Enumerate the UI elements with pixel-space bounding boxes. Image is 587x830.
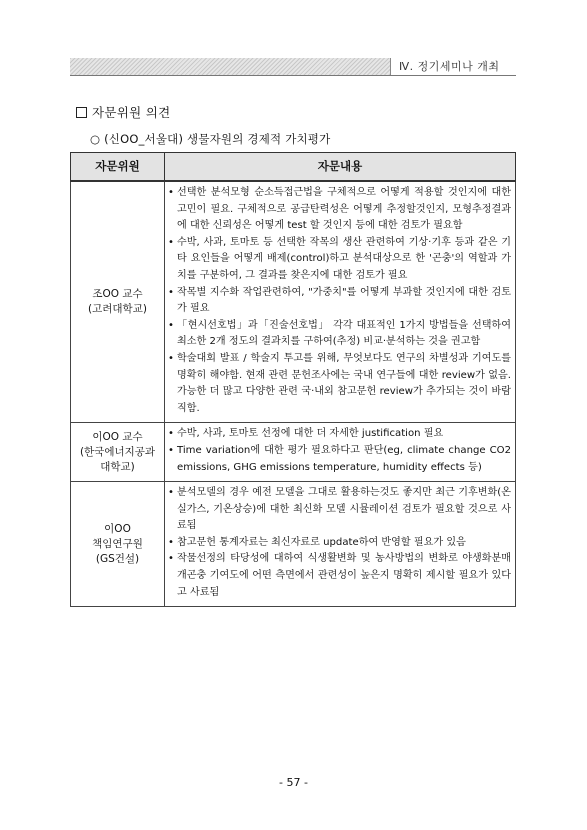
chapter-header-band — [70, 58, 516, 75]
list-item: • 작목별 지수화 작업관련하여, "가중치"를 어떻게 부과할 것인지에 대한 검토가 필요 — [168, 285, 511, 318]
header-rule — [70, 75, 516, 76]
table-header-row — [71, 153, 516, 182]
table-row — [71, 181, 516, 423]
advisor-affiliation: (고려대학교) — [88, 303, 147, 316]
advisor-affiliation: (GS건설) — [95, 552, 140, 565]
list-item: • 참고문헌 통계자료는 최신자료로 update하여 반영할 필요가 있음 — [168, 535, 511, 552]
advisor-cell — [71, 181, 165, 423]
advisor-title: 책임연구원 — [92, 537, 143, 550]
table-row — [71, 423, 516, 482]
content-cell — [165, 423, 516, 482]
advisor-affiliation: 대학교) — [100, 460, 135, 473]
header-advisor: 자문위원 — [71, 153, 165, 182]
list-item: • 「현시선호법」과「진술선호법」 각각 대표적인 1가지 방법들을 선택하여 최소한 2개 정도의 결과치를 구하여(추정) 비교·분석하는 것을 권고함 — [168, 318, 511, 351]
list-item: • 선택한 분석모형 순소득접근법을 구체적으로 어떻게 적용할 것인지에 대한 고민이 필요. 구체적으로 공급탄력성은 어떻게 추정할것인지, 모형추정결과에 대한 신뢰성은 어떻게 test 할 것인지 등에 대한 검토가 필요함 — [168, 185, 511, 235]
list-item: • 수박, 사과, 토마토 등 선택한 작목의 생산 관련하여 기상·기후 등과 같은 기타 요인들을 어떻게 배제(control)하고 분석대상으로 한 '곤충'의 역할과 가치를 구분하여, 그 결과를 찾은지에 대한 검토가 필요 — [168, 235, 511, 285]
content-cell — [165, 482, 516, 607]
header-content: 자문내용 — [165, 153, 516, 182]
list-item: • 작물선정의 타당성에 대하여 식생활변화 및 농사방법의 변화로 야생화분매개곤충 기여도에 어떤 측면에서 관련성이 높은지 명확히 제시할 필요가 있다고 사료됨 — [168, 551, 511, 601]
advisor-name: 이OO 교수 — [92, 430, 143, 443]
checkbox-square-icon — [76, 107, 87, 118]
advisor-cell — [71, 423, 165, 482]
page-number: - 57 - — [279, 776, 308, 789]
advisor-affiliation: (한국에너지공과 — [79, 445, 156, 458]
list-item: • Time variation에 대한 평가 필요하다고 판단(eg, climate change CO2 emissions, GHG emissions temperature, humidity effects 등) — [168, 443, 511, 476]
advisor-name: 이OO — [104, 522, 131, 535]
section-heading — [76, 103, 171, 121]
advisor-name: 조OO 교수 — [92, 288, 143, 301]
table-row — [71, 482, 516, 607]
advisor-opinion-table — [70, 152, 516, 607]
content-cell — [165, 181, 516, 423]
section-title: 자문위원 의견 — [92, 105, 171, 120]
advisor-cell — [71, 482, 165, 607]
list-item: • 학술대회 발표 / 학술지 투고를 위해, 무엇보다도 연구의 차별성과 기여도를 명확히 해야함. 현재 관련 문헌조사에는 국내 연구들에 대한 review가 없음. 가능한 더 많고 다양한 관련 국·내외 참고문헌 review가 추가되는 것이 바람직함. — [168, 351, 511, 417]
subsection-title: ○ (신OO_서울대) 생물자원의 경제적 가치평가 — [90, 132, 331, 146]
list-item: • 분석모델의 경우 예전 모델을 그대로 활용하는것도 좋지만 최근 기후변화(온실가스, 기온상승)에 대한 최신화 모델 시뮬레이션 검토가 필요할 것으로 사료됨 — [168, 485, 511, 535]
list-item: • 수박, 사과, 토마토 선정에 대한 더 자세한 justification 필요 — [168, 426, 511, 443]
chapter-label: Ⅳ. 정기세미나 개최 — [390, 58, 516, 75]
